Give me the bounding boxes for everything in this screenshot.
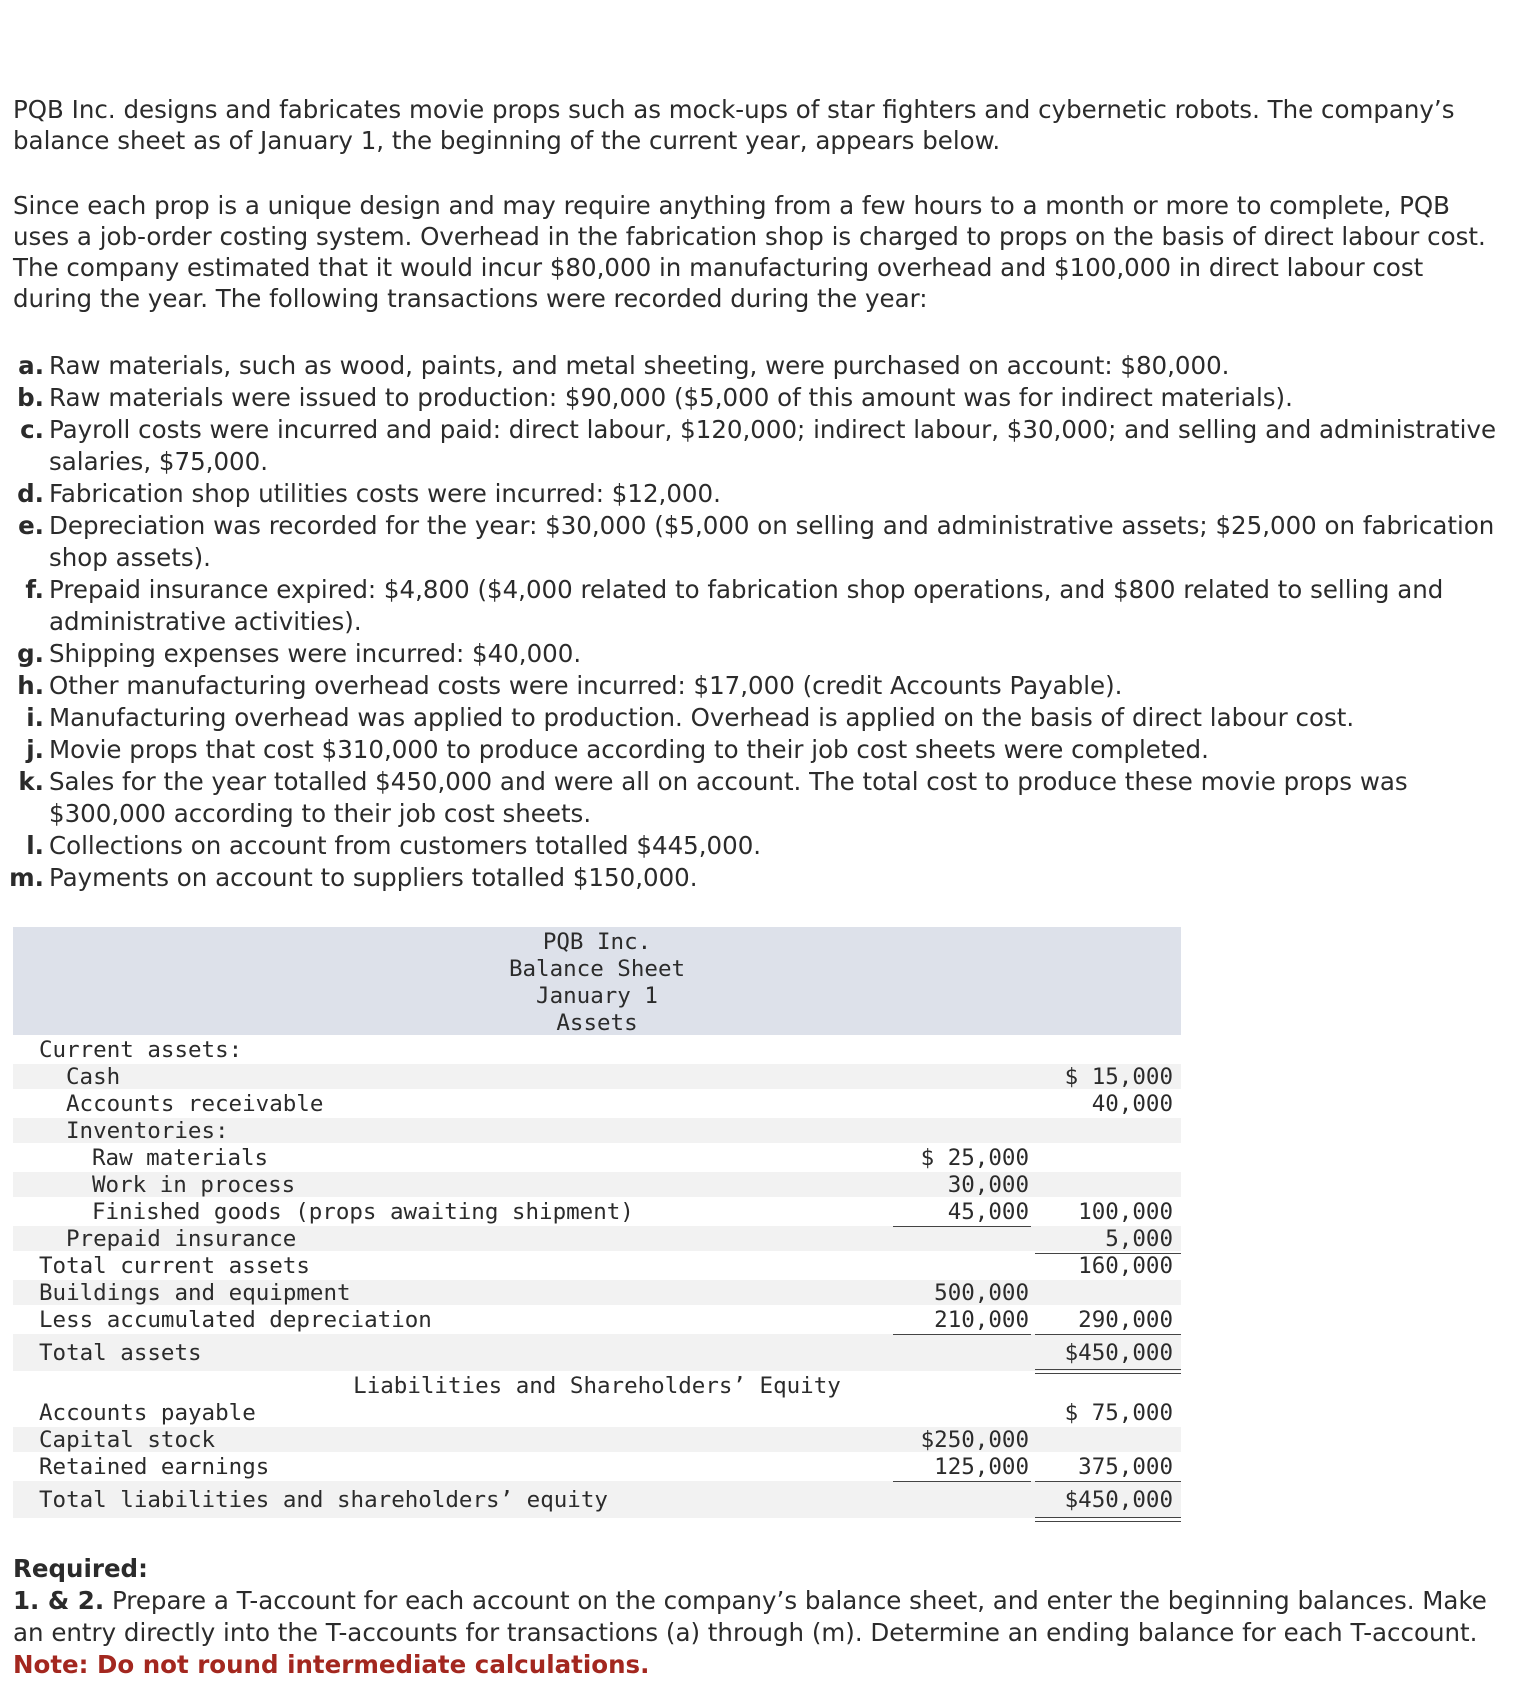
intro-paragraph-2: Since each prop is a unique design and may require anything from a few hours to a month or more to complete, PQB uses a job-order costing system. Overhead in the fabrication shop is charged to props on the basis of direct labour cost. The company estimated that it would incur $80,000 in manufacturing overhead and $100,000 in direct labour cost during the year. The following transactions were recorded during the year: xyxy=(13,191,1486,313)
detail-value: $250,000 xyxy=(920,1427,1029,1453)
transaction-text: Payroll costs were incurred and paid: direct labour, $120,000; indirect labour, $30,000; and selling and administrative salaries, $75,000. xyxy=(49,415,1497,476)
liabilities-heading: Liabilities and Shareholders’ Equity xyxy=(353,1373,841,1399)
transaction-text: Prepaid insurance expired: $4,800 ($4,000 related to fabrication shop operations, and $800 related to selling and administrative activities). xyxy=(49,575,1444,636)
row-label: Cash xyxy=(66,1064,121,1090)
total-value: $ 15,000 xyxy=(1064,1064,1173,1090)
detail-value: 500,000 xyxy=(934,1280,1029,1306)
row-label: Inventories: xyxy=(66,1118,229,1144)
required-instruction xyxy=(13,1585,1513,1649)
table-row xyxy=(13,1091,1181,1116)
row-label: Finished goods (props awaiting shipment) xyxy=(92,1199,634,1225)
transaction-label: e. xyxy=(18,511,44,540)
transaction-label: a. xyxy=(18,351,44,380)
total-value: 375,000 xyxy=(1078,1454,1173,1480)
table-row xyxy=(13,1454,1181,1479)
transaction-label: c. xyxy=(20,415,44,444)
detail-value: 125,000 xyxy=(934,1454,1029,1480)
table-row xyxy=(13,1064,1181,1089)
row-label: Buildings and equipment xyxy=(39,1280,351,1306)
total-value: 100,000 xyxy=(1078,1199,1173,1225)
detail-value: 45,000 xyxy=(947,1199,1029,1225)
transaction-text: Raw materials were issued to production: $90,000 ($5,000 of this amount was for indirect materials). xyxy=(49,383,1293,412)
table-row xyxy=(13,1334,1181,1371)
transaction-item xyxy=(0,862,1500,894)
required-heading: Required: xyxy=(13,1554,148,1583)
table-row xyxy=(13,1118,1181,1143)
transaction-item xyxy=(0,638,1500,670)
row-label: Prepaid insurance xyxy=(66,1226,297,1252)
total-value: 290,000 xyxy=(1078,1307,1173,1333)
transaction-label: b. xyxy=(17,383,44,412)
transaction-item xyxy=(0,702,1500,734)
transaction-list xyxy=(0,350,1500,894)
underline xyxy=(893,1226,1031,1227)
transaction-item xyxy=(0,670,1500,702)
transaction-item xyxy=(0,382,1500,414)
detail-value: 30,000 xyxy=(947,1172,1029,1198)
transaction-text: Shipping expenses were incurred: $40,000. xyxy=(49,639,582,668)
transaction-label: g. xyxy=(17,639,44,668)
balance-sheet xyxy=(13,927,1181,1561)
total-value: 40,000 xyxy=(1091,1091,1173,1117)
transaction-item xyxy=(0,414,1500,478)
row-label: Work in process xyxy=(92,1172,296,1198)
transaction-item xyxy=(0,830,1500,862)
transaction-text: Depreciation was recorded for the year: $30,000 ($5,000 on selling and administrative assets; $25,000 on fabrication shop assets). xyxy=(49,511,1495,572)
table-row xyxy=(13,1280,1181,1305)
transaction-text: Manufacturing overhead was applied to production. Overhead is applied on the basis of direct labour cost. xyxy=(49,703,1355,732)
transaction-label: m. xyxy=(9,863,44,892)
detail-value: $ 25,000 xyxy=(920,1145,1029,1171)
row-label: Raw materials xyxy=(92,1145,269,1171)
underline xyxy=(893,1481,1031,1482)
intro-paragraph-1: PQB Inc. designs and fabricates movie props such as mock-ups of star fighters and cybernetic robots. The company’s balance sheet as of January 1, the beginning of the current year, appears below. xyxy=(13,95,1455,155)
required-section xyxy=(13,1553,1513,1681)
table-row xyxy=(13,1427,1181,1452)
table-row xyxy=(13,1172,1181,1197)
total-value: $450,000 xyxy=(1064,1340,1173,1366)
required-text: Prepare a T-account for each account on the company’s balance sheet, and enter the beginning balances. Make an entry directly into the T-accounts for transactions (a) through (m). Determine an ending balance for each T-account. xyxy=(13,1586,1487,1647)
table-row xyxy=(13,1145,1181,1170)
underline xyxy=(1035,1334,1181,1335)
transaction-item xyxy=(0,766,1500,830)
underline xyxy=(1035,1253,1181,1254)
detail-value: 210,000 xyxy=(934,1307,1029,1333)
transaction-text: Collections on account from customers totalled $445,000. xyxy=(49,831,762,860)
table-row xyxy=(13,1037,1181,1062)
statement-title: Balance Sheet xyxy=(508,956,686,982)
row-label: Total current assets xyxy=(39,1253,310,1279)
statement-date: January 1 xyxy=(536,983,658,1009)
transaction-text: Fabrication shop utilities costs were incurred: $12,000. xyxy=(49,479,721,508)
table-row xyxy=(13,1307,1181,1332)
transaction-text: Other manufacturing overhead costs were incurred: $17,000 (credit Accounts Payable). xyxy=(49,671,1123,700)
total-value: 160,000 xyxy=(1078,1253,1173,1279)
total-value: $450,000 xyxy=(1064,1487,1173,1513)
transaction-label: j. xyxy=(26,735,44,764)
transaction-label: i. xyxy=(26,703,44,732)
table-row xyxy=(13,1226,1181,1251)
transaction-text: Sales for the year totalled $450,000 and were all on account. The total cost to produce these movie props was $300,000 according to their job cost sheets. xyxy=(49,767,1408,828)
total-value: $ 75,000 xyxy=(1064,1400,1173,1426)
transaction-item xyxy=(0,350,1500,382)
row-label: Accounts receivable xyxy=(66,1091,324,1117)
double-underline xyxy=(1035,1369,1181,1374)
rounding-note: Note: Do not round intermediate calculations. xyxy=(13,1650,650,1679)
transaction-item xyxy=(0,574,1500,638)
required-number: 1. & 2. xyxy=(13,1586,105,1615)
transaction-label: f. xyxy=(25,575,44,604)
underline xyxy=(893,1334,1031,1335)
table-row xyxy=(13,1253,1181,1278)
row-label: Retained earnings xyxy=(39,1454,270,1480)
row-label: Less accumulated depreciation xyxy=(39,1307,432,1333)
problem-intro xyxy=(13,94,1503,314)
transaction-label: h. xyxy=(17,671,44,700)
row-label: Capital stock xyxy=(39,1427,216,1453)
table-row xyxy=(13,1481,1181,1518)
row-label: Current assets: xyxy=(39,1037,243,1063)
row-label: Accounts payable xyxy=(39,1400,256,1426)
assets-heading: Assets xyxy=(556,1010,638,1036)
transaction-item xyxy=(0,510,1500,574)
transaction-label: k. xyxy=(18,767,44,796)
transaction-label: d. xyxy=(17,479,44,508)
double-underline xyxy=(1035,1517,1181,1522)
transaction-label: l. xyxy=(26,831,44,860)
transaction-item xyxy=(0,734,1500,766)
table-row xyxy=(13,1199,1181,1224)
table-row xyxy=(13,1400,1181,1425)
total-value: 5,000 xyxy=(1105,1226,1173,1252)
underline xyxy=(1035,1481,1181,1482)
transaction-text: Movie props that cost $310,000 to produce according to their job cost sheets were completed. xyxy=(49,735,1209,764)
company-name: PQB Inc. xyxy=(542,929,652,955)
transaction-text: Raw materials, such as wood, paints, and metal sheeting, were purchased on account: $80,000. xyxy=(49,351,1230,380)
row-label: Total assets xyxy=(39,1340,202,1366)
row-label: Total liabilities and shareholders’ equity xyxy=(39,1487,608,1513)
transaction-text: Payments on account to suppliers totalled $150,000. xyxy=(49,863,698,892)
transaction-item xyxy=(0,478,1500,510)
